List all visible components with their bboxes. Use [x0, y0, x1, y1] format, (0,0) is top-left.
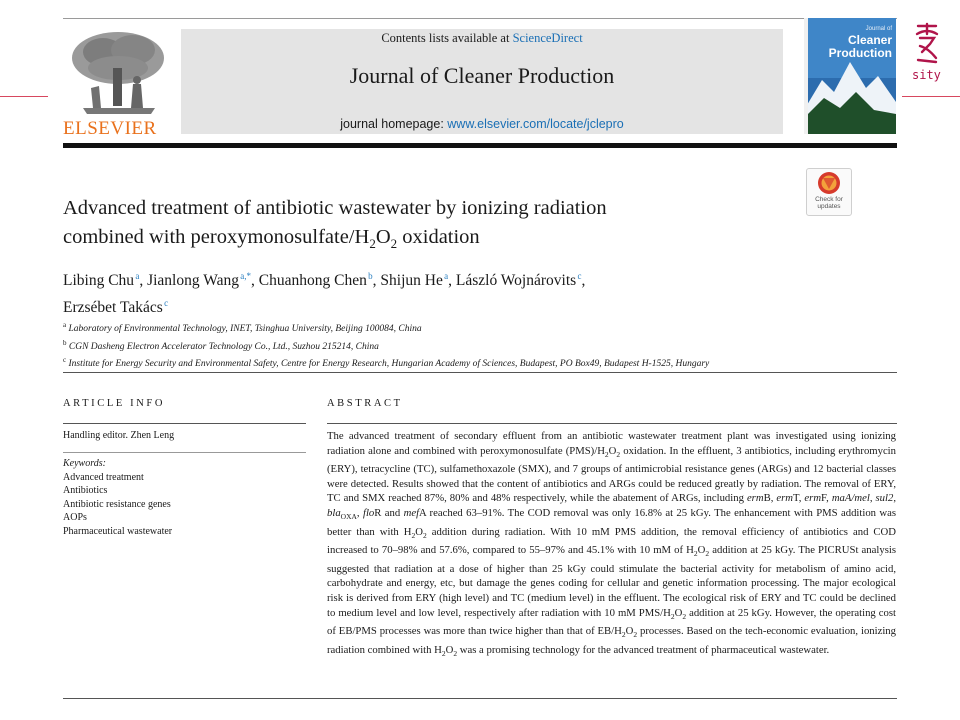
cover-title-line2: Production: [828, 46, 892, 60]
author-affiliation-marker[interactable]: a: [135, 271, 140, 281]
keyword-item[interactable]: Antibiotic resistance genes: [63, 498, 171, 510]
check-line2: updates: [817, 203, 841, 210]
cover-title: [829, 34, 892, 60]
cover-title-line1: Cleaner: [847, 33, 892, 47]
affiliation-text: Laboratory of Environmental Technology, INET, Tsinghua University, Beijing 100084, China: [68, 324, 422, 335]
abstract-body: The advanced treatment of secondary effluent from an antibiotic wastewater treatment plant was investigated using ionizing radiation alone and combined with peroxymonosulfate $(PMS)/H_2O_2$ oxidation. In the effluent, 3 antibiotics, including erythromycin (ERY), tetracycline (TC), sulfamethoxazole (SMX), and 7 groups of antimicrobial resistance genes (ARGs) and 12 bacterial classes were detected. Results showed that the content of antibiotics and ARGs could be reduced greatly by radiation. The removal of ERY, TC and SMX reached 87%, 80% and 48% respectively, while the abatement of ARGs, including ermB, ermT, ermF, maA/mel, sul2, bla$_{OXA}$, floR and mefA reached 63–91%. The COD removal was only 16.8% at 25 kGy. The enhancement with PMS addition was better than with $H_2O_2$ addition during radiation. With 10 mM PMS addition, the removal efficiency of antibiotics and COD increased to 70–98% and 57.6%, compared to 55–97% and 45.1% with 10 mM of $H_2O_2$ addition at 25 kGy. The PICRUSt analysis suggested that radiation at a dose of higher than 25 kGy could stimulate the bacterial activity for metabolism of amino acid, carbohydrate and energy, etc, but damage the genes coding for cellular and genetic information processing. The major ecological risk is derived from ERY (high level) and TC (medium level) in the effluent. The ecological risk of ERY and TC could be declined to medium level and low level, respectively after radiation with 10 mM PMS/$H_2O_2$ addition at 25 kGy. However, the operating cost of EB/PMS processes was more than twice higher than that of $EB/H_2O_2$ processes. Based on the tech-economic evaluation, ionizing radiation combined with $H_2O_2$ was a promising technology for the advanced treatment of pharmaceutical wastewater.: [327, 430, 897, 659]
author-affiliation-marker[interactable]: c: [164, 298, 169, 309]
contents-prefix: Contents lists available at: [381, 31, 510, 45]
affiliation-item: [63, 319, 883, 337]
affiliation-letter: b: [63, 338, 67, 347]
journal-cover-image: [804, 18, 896, 134]
header-top-rule: [63, 18, 897, 19]
author-name[interactable]: Chuanhong Chen: [258, 272, 367, 290]
title-line2-part: O: [375, 226, 391, 248]
affiliation-divider: [63, 372, 897, 373]
cover-journal-of: Journal of: [865, 26, 892, 32]
affiliation-letter: c: [63, 356, 67, 365]
left-decor-line: [0, 96, 48, 97]
author-name[interactable]: Libing Chu: [63, 272, 135, 290]
university-seal-icon: [912, 22, 942, 66]
journal-header-bar: [181, 29, 783, 134]
article-title: [63, 194, 783, 258]
university-text-fragment: sity: [912, 68, 941, 82]
abstract-rule: [327, 423, 897, 424]
author-affiliation-marker[interactable]: c: [577, 271, 582, 281]
abstract-heading: ABSTRACT: [327, 398, 403, 409]
keywords-rule: [63, 452, 306, 453]
affiliation-item: [63, 354, 883, 372]
title-line2: [63, 223, 783, 258]
author-affiliation-marker[interactable]: b: [368, 271, 373, 281]
keyword-item[interactable]: AOPs: [63, 512, 87, 523]
journal-title: Journal of Cleaner Production: [349, 63, 615, 88]
elsevier-tree-logo: [63, 28, 173, 116]
article-info-rule: [63, 423, 306, 424]
keywords-label: Keywords:: [63, 458, 106, 469]
author-name[interactable]: Jianlong Wang: [147, 272, 239, 290]
update-circle-icon: [807, 169, 851, 197]
affiliation-text: Institute for Energy Security and Environmental Safety, Centre for Energy Research, Hungarian Academy of Sciences, Budapest, PO Box49, Budapest H-1525, Hungary: [68, 359, 710, 370]
author-list: Libing Chu $^a$, Jianlong Wang $^{a,*}$, Chuanhong Chen $^b$, Shijun He $^a$, László Wojnárovits $^c$, Erzsébet Takács $^c$: [63, 271, 586, 317]
author-name[interactable]: Erzsébet Takács: [63, 299, 163, 317]
contents-availability: [181, 29, 783, 46]
affiliation-text: CGN Dasheng Electron Accelerator Technology Co., Ltd., Suzhou 215214, China: [68, 341, 379, 352]
affiliation-item: [63, 337, 883, 355]
author-name[interactable]: Shijun He: [380, 272, 443, 290]
title-line1: Advanced treatment of antibiotic wastewater by ionizing radiation: [63, 197, 607, 219]
check-for-updates-badge[interactable]: [806, 168, 852, 216]
header-thick-rule: [63, 143, 897, 148]
check-line1: Check for: [815, 196, 843, 203]
affiliation-letter: a: [63, 321, 67, 329]
keyword-item[interactable]: Pharmaceutical wastewater: [63, 525, 173, 537]
article-info-heading: ARTICLE INFO: [63, 398, 166, 409]
title-subscript: 2: [390, 236, 398, 252]
homepage-link[interactable]: www.elsevier.com/locate/jclepro: [447, 117, 624, 131]
title-subscript: 2: [369, 236, 376, 252]
handling-editor: Handling editor. Zhen Leng: [63, 430, 175, 441]
keywords-block: [63, 457, 303, 538]
author-name[interactable]: László Wojnárovits: [455, 272, 577, 290]
sciencedirect-link[interactable]: ScienceDirect: [512, 31, 583, 45]
abstract-bottom-rule: [63, 698, 897, 699]
journal-homepage: [181, 117, 783, 131]
title-line2-part: combined with peroxymonosulfate/H: [63, 226, 370, 248]
homepage-label: journal homepage:: [340, 117, 444, 131]
right-decor-line: [902, 96, 960, 97]
affiliation-list: [63, 319, 883, 372]
keyword-item[interactable]: Antibiotics: [63, 485, 108, 496]
author-affiliation-marker[interactable]: a: [444, 271, 449, 281]
check-for-updates-label: [807, 196, 851, 210]
publisher-logo-text: ELSEVIER: [63, 118, 157, 139]
title-line2-part: oxidation: [397, 226, 480, 248]
author-affiliation-marker[interactable]: a,*: [240, 271, 252, 281]
keyword-item[interactable]: Advanced treatment: [63, 471, 144, 483]
